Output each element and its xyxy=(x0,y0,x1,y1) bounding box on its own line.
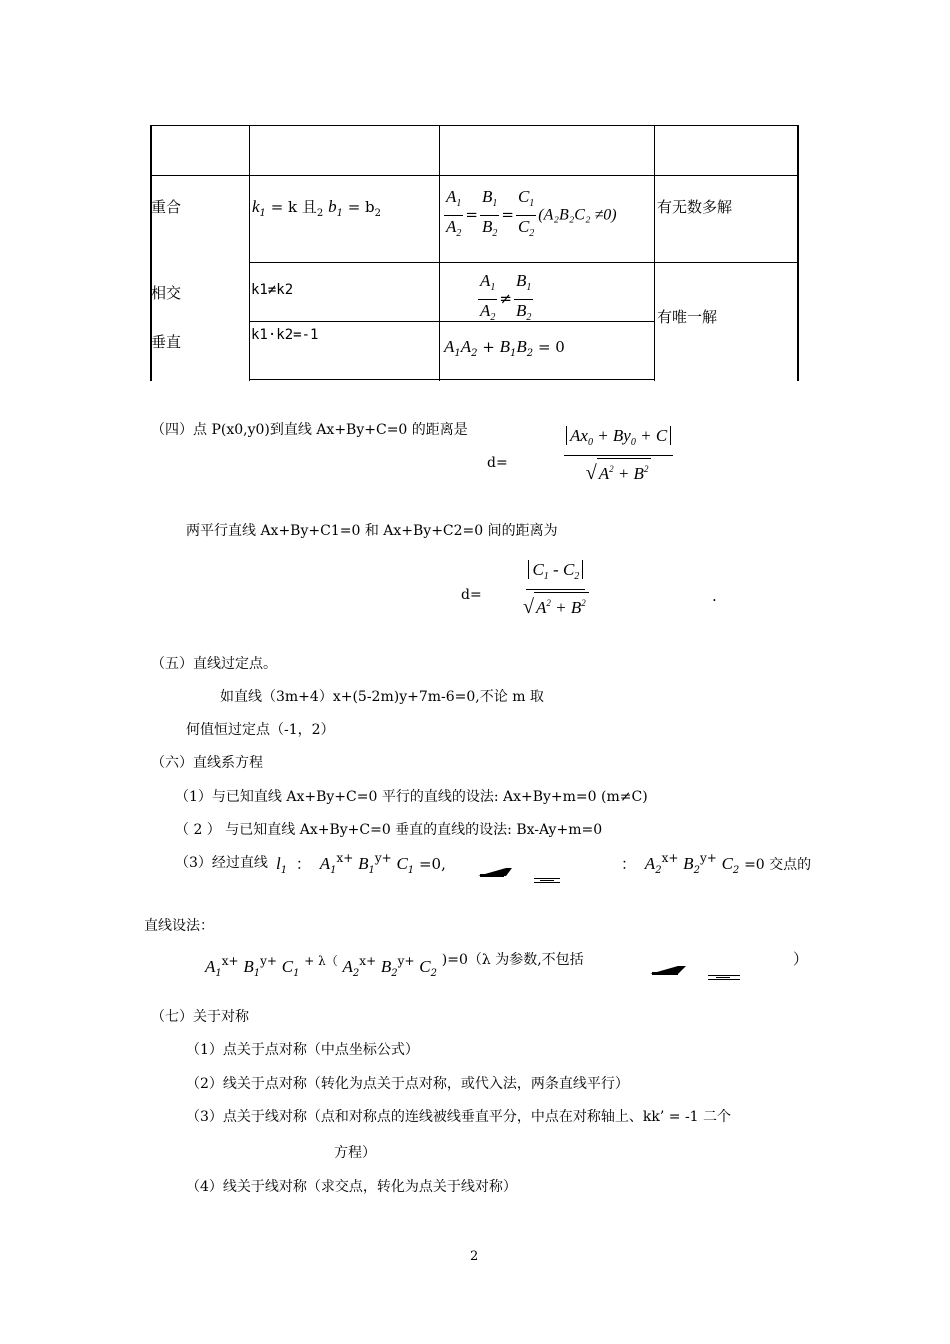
l2-symbol-image xyxy=(476,862,586,886)
row-label-perpendicular: 垂直 xyxy=(151,333,182,351)
intersect-slope-condition: k1≠k2 xyxy=(251,282,294,298)
section7-item3-continued: 方程） xyxy=(334,1145,376,1161)
line-l2-equation: ： $A_2^{x+}$ $B_2^{y+}$ $C_2 =0$ 交点的 xyxy=(621,851,812,876)
section7-item1: （1）点关于点对称（中点坐标公式） xyxy=(186,1042,419,1058)
perpendicular-slope-condition: k1·k2=-1 xyxy=(251,327,319,343)
section5-heading: （五）直线过定点。 xyxy=(151,656,277,672)
coincide-slope-condition: $k_1 = k$ 且$_2$ $b_1 = b_2$ xyxy=(252,197,382,219)
intersect-solutions: 有唯一解 xyxy=(657,308,718,326)
section6-item2: （ 2 ） 与已知直线 Ax+By+C=0 垂直的直线的设法: Bx-Ay+m=0 xyxy=(175,822,603,838)
page-number: 2 xyxy=(470,1249,479,1264)
distance-d-label: d= xyxy=(487,455,508,471)
row-label-coincide: 重合 xyxy=(151,198,182,216)
parallel-distance-formula: $C_1 - C_2$ √ $A^2 + B^2$ xyxy=(519,561,593,617)
section6-heading: （六）直线系方程 xyxy=(151,755,263,771)
section4-heading: （四）点 P(x0,y0)到直线 Ax+By+C=0 的距离是 xyxy=(151,422,468,438)
section5-example-line1: 如直线（3m+4）x+(5-2m)y+7m-6=0,不论 m 取 xyxy=(220,689,544,705)
coincide-solutions: 有无数多解 xyxy=(657,198,733,216)
perpendicular-general-condition: $A_1A_2 + B_1B_2 = 0$ xyxy=(444,337,565,359)
coincide-general-condition: $\frac{A_1}{A_2}$ = $\frac{B_1}{B_2}$ = $\frac{C_1}{C_2}$ (A₂B₂C₂ ≠0) xyxy=(446,187,617,239)
point-line-distance-formula: $Ax_0 + By_0 + C$ √ $A^2 + B^2$ xyxy=(562,427,675,483)
family-close-paren: ） xyxy=(793,950,809,968)
section7-heading: （七）关于对称 xyxy=(151,1009,249,1025)
section6-item3-prefix: （3）经过直线 xyxy=(175,855,268,871)
intersect-general-condition: $\frac{A_1}{A_2}$ ≠ $\frac{B_1}{B_2}$ xyxy=(480,271,532,323)
distance-d-label-2: d= xyxy=(461,587,482,603)
line-l1-equation: $l_1$ ： $A_1^{x+}$ $B_1^{y+}$ $C_1 =0$, xyxy=(276,851,446,876)
section6-item3-continued: 直线设法： xyxy=(144,918,214,934)
section7-item2: （2）线关于点对称（转化为点关于点对称，或代入法，两条直线平行） xyxy=(186,1076,629,1092)
parallel-lines-text: 两平行直线 Ax+By+C1=0 和 Ax+By+C2=0 间的距离为 xyxy=(186,523,558,539)
section7-item4: （4）线关于线对称（求交点，转化为点关于线对称） xyxy=(186,1179,517,1195)
line-family-equation: $A_1^{x+}$ $B_1^{y+}$ $C_1$ $^{+ \lambda(}$ $A_2^{x+}$ $B_2^{y+}$ $C_2$ )=0（λ 为参数,不包括 xyxy=(205,952,584,979)
row-label-intersect: 相交 xyxy=(151,284,182,302)
section7-item3: （3）点关于线对称（点和对称点的连线被线垂直平分，中点在对称轴上、kk’ = -1 二个 xyxy=(186,1109,732,1125)
formula-period: . xyxy=(712,587,717,605)
l2-symbol-image-2 xyxy=(648,962,758,984)
section5-example-line2: 何值恒过定点（-1，2） xyxy=(186,722,335,738)
section6-item1: （1）与已知直线 Ax+By+C=0 平行的直线的设法: Ax+By+m=0 (m≠C) xyxy=(175,789,648,805)
